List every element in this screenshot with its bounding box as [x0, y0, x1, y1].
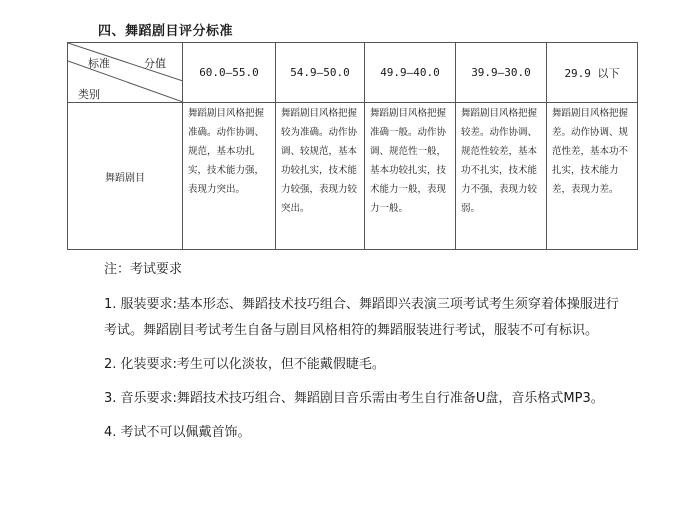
- note-item: 1. 服装要求:基本形态、舞蹈技术技巧组合、舞蹈即兴表演三项考试考生须穿着体操服进行考试。舞蹈剧目考试考生自备与剧目风格相符的舞蹈服装进行考试，服装不可有标识。: [104, 297, 619, 338]
- exam-requirements: [104, 258, 624, 454]
- corner-label-category: 类别: [78, 88, 100, 101]
- criteria-cell: 舞蹈剧目风格把握较差。动作协调、规范性较差，基本功不扎实，技术能力不强，表现力较弱。: [456, 103, 547, 250]
- score-range-header: 49.9—40.0: [365, 43, 456, 103]
- corner-label-standard: 标准: [88, 57, 110, 70]
- category-cell: 舞蹈剧目: [68, 103, 183, 250]
- notes-title: 注：考试要求: [104, 262, 183, 277]
- table-row: [68, 103, 638, 250]
- score-range-header: 60.0—55.0: [183, 43, 276, 103]
- criteria-cell: 舞蹈剧目风格把握较为准确。动作协调、较规范，基本功较扎实，技术能力较强，表现力较突出。: [276, 103, 365, 250]
- note-item: 2. 化装要求:考生可以化淡妆，但不能戴假睫毛。: [104, 357, 385, 372]
- criteria-cell: 舞蹈剧目风格把握准确一般。动作协调、规范性一般，基本功较扎实，技术能力一般，表现力一般。: [365, 103, 456, 250]
- score-range-header: 54.9—50.0: [276, 43, 365, 103]
- criteria-cell: 舞蹈剧目风格把握差。动作协调、规范性差，基本功不扎实，技术能力差，表现力差。: [547, 103, 638, 250]
- note-item: 3. 音乐要求:舞蹈技术技巧组合、舞蹈剧目音乐需由考生自行准备U盘，音乐格式MP3。: [104, 391, 604, 406]
- score-range-header: 39.9—30.0: [456, 43, 547, 103]
- score-range-header: 29.9 以下: [547, 43, 638, 103]
- scoring-table: [67, 42, 638, 250]
- note-item: 4. 考试不可以佩戴首饰。: [104, 425, 251, 440]
- section-title: 四、舞蹈剧目评分标准: [98, 24, 234, 39]
- corner-label-score: 分值: [144, 57, 166, 70]
- table-header-row: [68, 43, 638, 103]
- criteria-cell: 舞蹈剧目风格把握准确。动作协调、规范，基本功扎实，技术能力强，表现力突出。: [183, 103, 276, 250]
- corner-header-cell: [68, 43, 183, 103]
